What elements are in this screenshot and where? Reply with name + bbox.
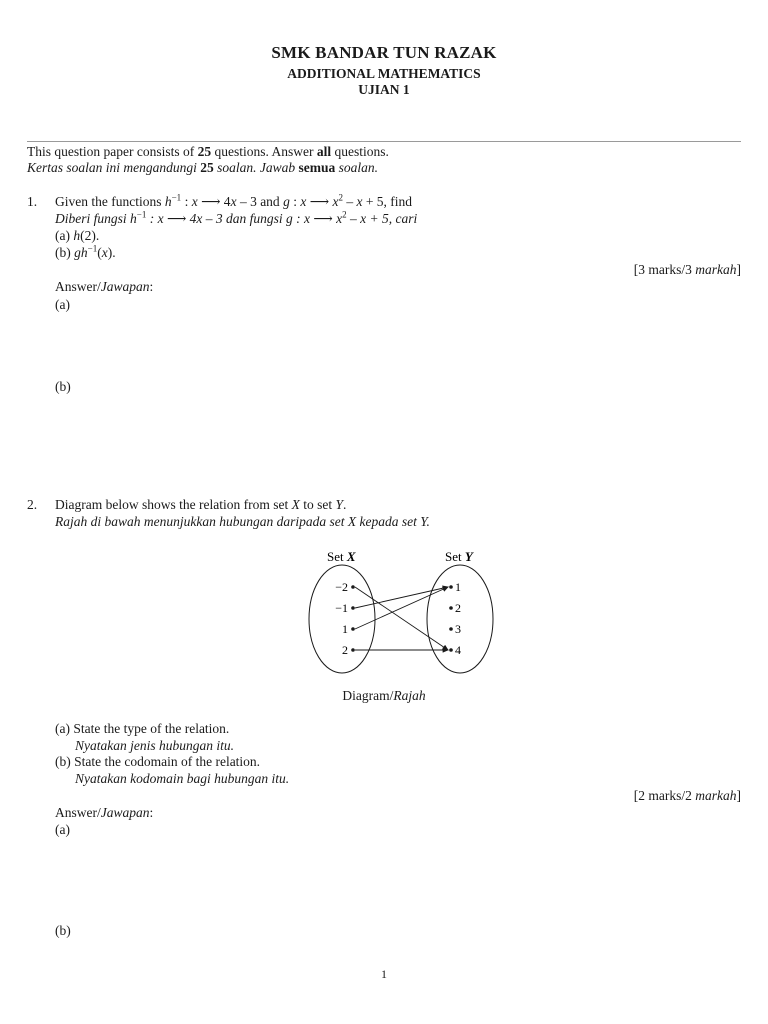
domain-point xyxy=(351,606,355,610)
q2-part-b: (b) State the codomain of the relation. xyxy=(55,754,261,769)
q1-text-ms: Diberi fungsi $h^{-1}$ : x ⟶ 4x – 3 dan fungsi g : x ⟶ $x^2 - x + 5$, cari xyxy=(55,209,418,226)
q2-marks: [2 marks/2 markah] xyxy=(633,788,741,803)
relation-diagram xyxy=(300,545,500,675)
q2-part-b-ms: Nyatakan kodomain bagi hubungan itu. xyxy=(75,771,290,786)
subject-title: ADDITIONAL MATHEMATICS xyxy=(287,66,481,81)
q1-answer-part-b: (b) xyxy=(55,379,71,394)
domain-label: 2 xyxy=(342,643,348,657)
q2-number: 2. xyxy=(27,497,38,512)
page-number: 1 xyxy=(381,967,387,981)
instructions-ms: Kertas soalan ini mengandungi 25 soalan. Jawab semua soalan. xyxy=(27,160,379,175)
codomain-label: 3 xyxy=(455,622,461,636)
q2-answer-part-b: (b) xyxy=(55,923,71,938)
mapping-arrow xyxy=(355,587,448,629)
codomain-point xyxy=(449,648,453,652)
codomain-label: 2 xyxy=(455,601,461,615)
q1-part-b: (b) $gh^{-1}(x)$. xyxy=(55,243,116,260)
mapping-arrow xyxy=(355,587,448,608)
header-divider xyxy=(27,141,741,142)
domain-label: −2 xyxy=(335,580,348,594)
q2-part-a-ms: Nyatakan jenis hubungan itu. xyxy=(75,738,234,753)
domain-point xyxy=(351,585,355,589)
codomain-point xyxy=(449,606,453,610)
q1-answer-part-a: (a) xyxy=(55,297,70,312)
codomain-label: 1 xyxy=(455,580,461,594)
q2-text-en: Diagram below shows the relation from set X to set Y. xyxy=(55,497,347,512)
instructions-en: This question paper consists of 25 questions. Answer all questions. xyxy=(27,144,389,159)
q2-text-ms: Rajah di bawah menunjukkan hubungan daripada set X kepada set Y. xyxy=(55,514,430,529)
domain-label: 1 xyxy=(342,622,348,636)
codomain-point xyxy=(449,627,453,631)
domain-point xyxy=(351,648,355,652)
q2-answer-part-a: (a) xyxy=(55,822,70,837)
mapping-arrow xyxy=(355,587,448,650)
codomain-point xyxy=(449,585,453,589)
q1-part-a: (a) h(2). xyxy=(55,228,100,243)
diagram-caption: Diagram/Rajah xyxy=(342,688,426,703)
codomain-label: 4 xyxy=(455,643,461,657)
q1-answer-label: Answer/Jawapan: xyxy=(55,279,154,294)
q1-marks: [3 marks/3 markah] xyxy=(633,262,741,277)
domain-label: −1 xyxy=(335,601,348,615)
q1-number: 1. xyxy=(27,194,38,209)
q1-text-en: Given the functions $h^{-1}$ : x ⟶ 4x – 3 and g : x ⟶ $x^2 - x + 5$, find xyxy=(55,192,413,209)
test-title: UJIAN 1 xyxy=(358,82,410,97)
school-name: SMK BANDAR TUN RAZAK xyxy=(271,43,497,62)
domain-point xyxy=(351,627,355,631)
set-y-label: Set Y xyxy=(445,549,473,564)
q2-part-a: (a) State the type of the relation. xyxy=(55,721,230,736)
set-x-label: Set X xyxy=(327,549,356,564)
q2-answer-label: Answer/Jawapan: xyxy=(55,805,154,820)
